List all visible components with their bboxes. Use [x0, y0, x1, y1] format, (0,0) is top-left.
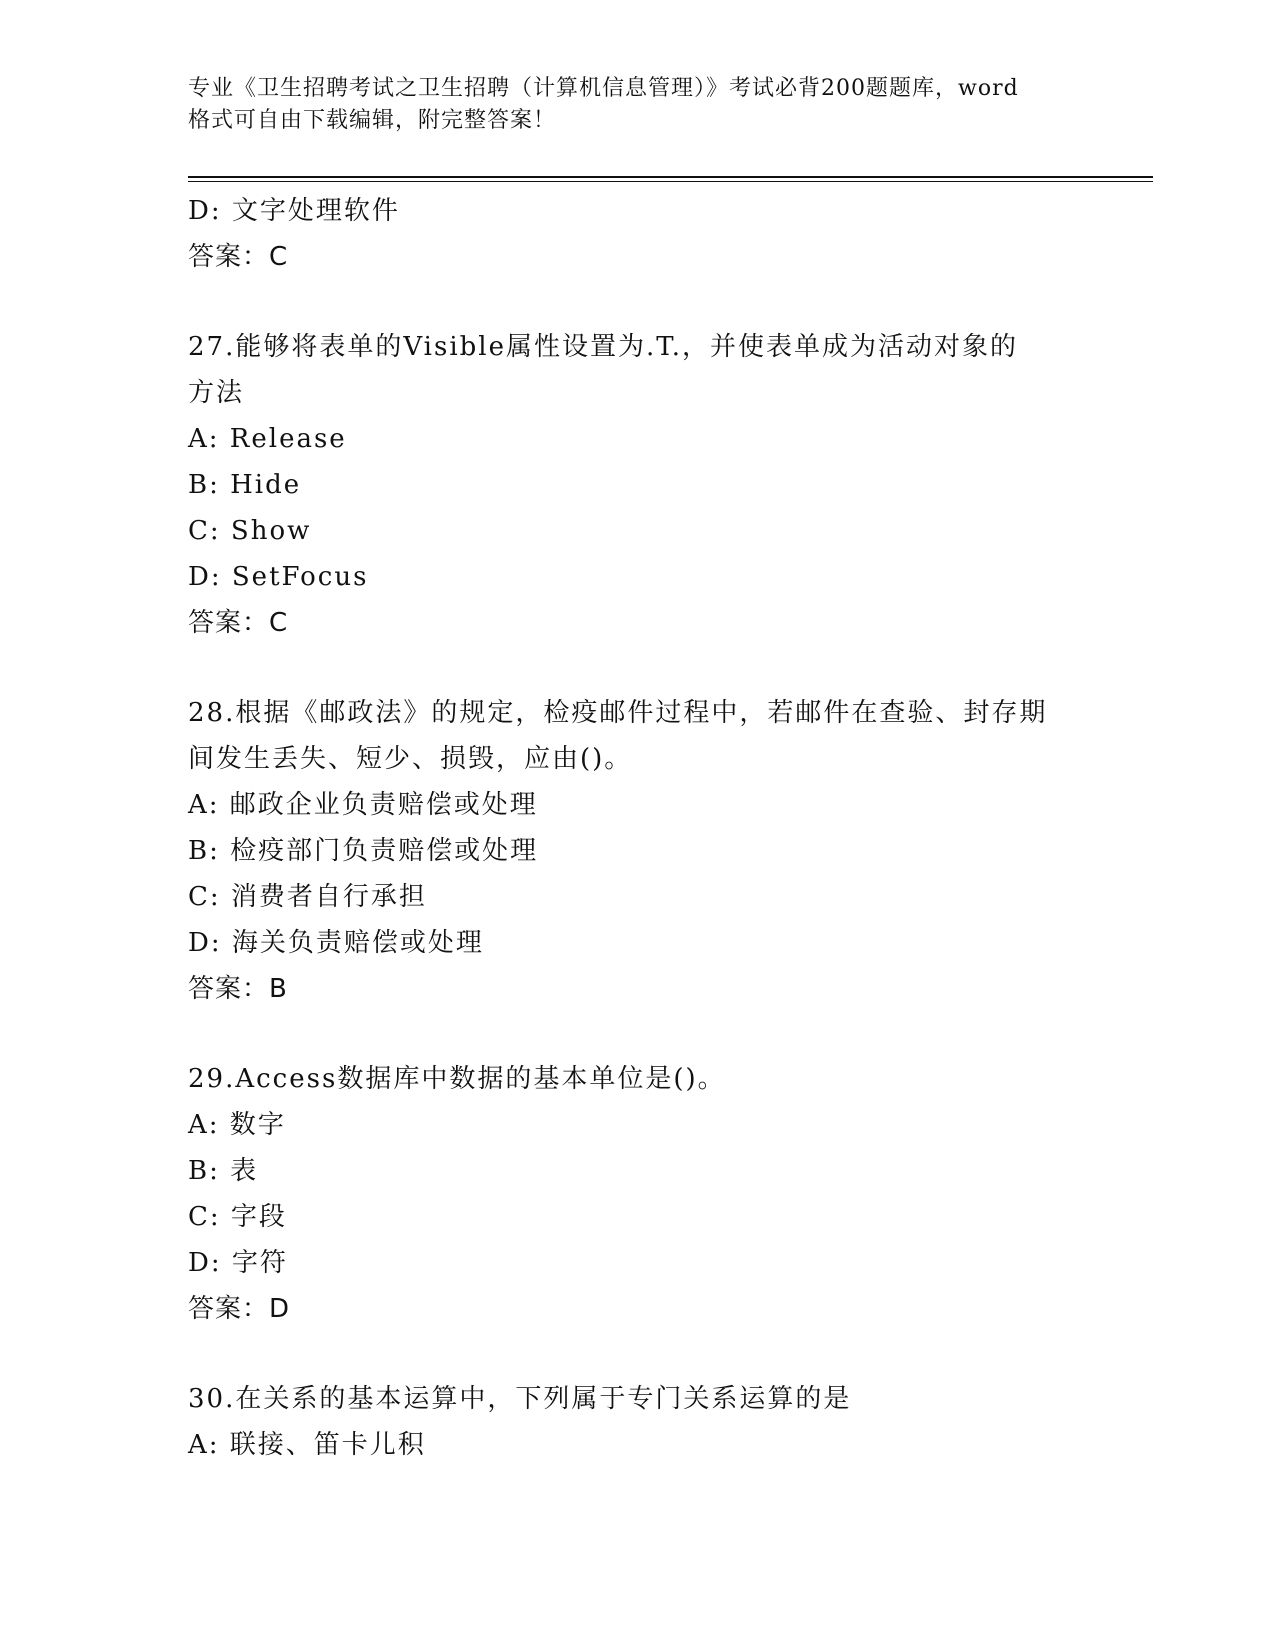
option-a: A: 邮政企业负责赔偿或处理	[188, 790, 538, 820]
option-a: A: 联接、笛卡儿积	[188, 1430, 426, 1460]
answer-line: 答案：D	[188, 1294, 291, 1324]
option-d: D: 字符	[188, 1248, 288, 1278]
option-d: D: 海关负责赔偿或处理	[188, 928, 484, 958]
question-stem-line: 28.根据《邮政法》的规定，检疫邮件过程中，若邮件在查验、封存期	[188, 698, 1048, 728]
spacer	[188, 1332, 1088, 1376]
question-29	[188, 1056, 1088, 1332]
question-stem-line: 30.在关系的基本运算中，下列属于专门关系运算的是	[188, 1384, 852, 1414]
option-c: C: Show	[188, 516, 312, 546]
header-divider-thick	[188, 176, 1153, 178]
document-body	[188, 188, 1088, 1468]
option-c: C: 字段	[188, 1202, 287, 1232]
header-title-line-1: 专业《卫生招聘考试之卫生招聘（计算机信息管理）》考试必背200题题库，word	[188, 76, 1019, 101]
question-27	[188, 324, 1088, 646]
header-divider-thin	[188, 181, 1153, 182]
option-a: A: Release	[188, 424, 347, 454]
question-stem-line: 29.Access数据库中数据的基本单位是()。	[188, 1064, 726, 1094]
document-header	[188, 73, 1088, 137]
option-b: B: 表	[188, 1156, 259, 1186]
option-c: C: 消费者自行承担	[188, 882, 427, 912]
question-stem-line: 27.能够将表单的Visible属性设置为.T.，并使表单成为活动对象的	[188, 332, 1019, 362]
spacer	[188, 280, 1088, 324]
question-fragment-26	[188, 188, 1088, 280]
spacer	[188, 646, 1088, 690]
spacer	[188, 1012, 1088, 1056]
header-title-line-2: 格式可自由下载编辑，附完整答案！	[188, 108, 557, 133]
answer-line: 答案：C	[188, 608, 289, 638]
question-stem-line: 方法	[188, 378, 245, 408]
question-30	[188, 1376, 1088, 1468]
option-d: D: 文字处理软件	[188, 196, 400, 226]
answer-line: 答案：B	[188, 974, 288, 1004]
option-b: B: Hide	[188, 470, 302, 500]
answer-line: 答案：C	[188, 242, 289, 272]
option-a: A: 数字	[188, 1110, 286, 1140]
question-28	[188, 690, 1088, 1012]
option-d: D: SetFocus	[188, 562, 369, 592]
question-stem-line: 间发生丢失、短少、损毁，应由()。	[188, 744, 633, 774]
option-b: B: 检疫部门负责赔偿或处理	[188, 836, 539, 866]
